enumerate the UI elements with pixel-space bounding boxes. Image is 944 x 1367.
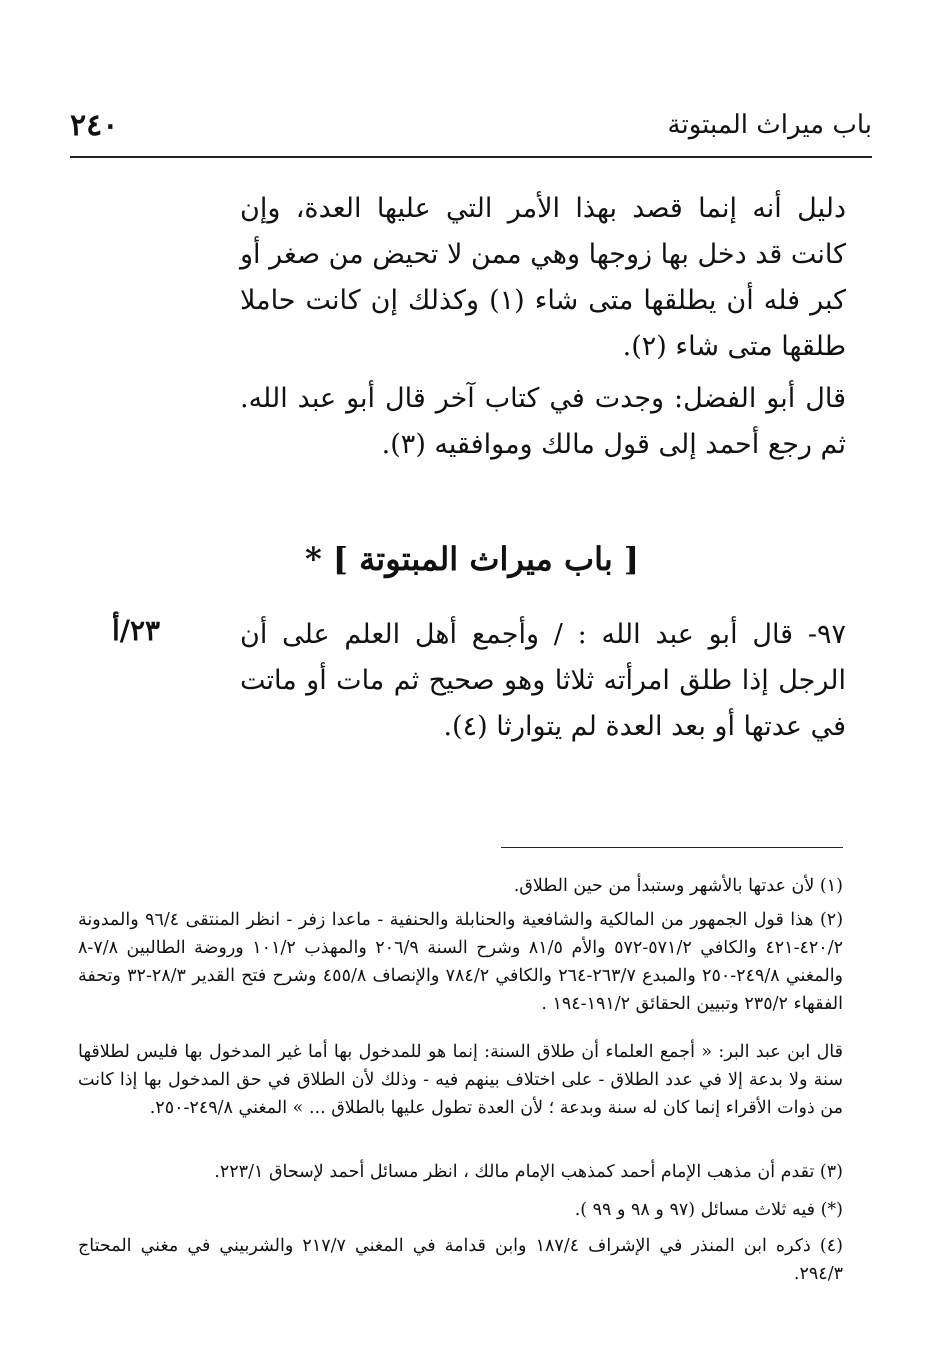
footnote-3: (٣) تقدم أن مذهب الإمام أحمد كمذهب الإمام مالك ، انظر مسائل أحمد لإسحاق ٢٢٣/١. [214,1162,843,1182]
folio-marker: ٢٣/أ [112,614,161,647]
footnote-star: (*) فيه ثلاث مسائل (٩٧ و ٩٨ و ٩٩ ). [574,1200,843,1220]
footnote-4: (٤) ذكره ابن المنذر في الإشراف ١٨٧/٤ وابن قدامة في المغني ٢١٧/٧ والشربيني في مغني المحتاج ٢٩٤/٣. [78,1236,843,1284]
header-divider [70,156,872,158]
body-paragraph-3: ٩٧- قال أبو عبد الله : / وأجمع أهل العلم على أن الرجل إذا طلق امرأته ثلاثا وهو صحيح ثم مات أو ماتت في عدتها أو بعد العدة لم يتوارثا (٤). [240,619,846,742]
body-paragraph-1: دليل أنه إنما قصد بهذا الأمر التي عليها العدة، وإن كانت قد دخل بها زوجها وهي ممن لا تحيض من صغر أو كبر فله أن يطلقها متى شاء (١) وكذلك إن كانت حاملا طلقها متى شاء (٢). [240,193,846,362]
footnote-2-continued: قال ابن عبد البر: « أجمع العلماء أن طلاق السنة: إنما هو للمدخول بها أما غير المدخول بها فليس لطلاقها سنة ولا بدعة إلا في عدد الطلاق - على اختلاف بينهم فيه - وذلك لأن الطلاق في حق المدخول بها إذا كانت من ذوات الأقراء إنما كان له سنة وبدعة ؛ لأن العدة تطول عليها بالطلاق ... » المغني ٢٤٩/٨-٢٥٠. [78,1042,843,1118]
footnote-2: (٢) هذا قول الجمهور من المالكية والشافعية والحنابلة والحنفية - ماعدا زفر - انظر المنتقى ٩٦/٤ والمدونة ٤٢٠/٢-٤٢١ والكافي ٥٧١/٢-٥٧٢ والأم ٨١/٥ وشرح السنة ٢٠٦/٩ والمهذب ١٠١/٢ وروضة الطالبين ٧/٨-٨ والمغني ٢٤٩/٨-٢٥٠ والمبدع ٢٦٣/٧-٢٦٤ والكافي ٧٨٤/٢ والإنصاف ٤٥٥/٨ وشرح فتح القدير ٢٨/٣-٣٢ وتحفة الفقهاء ٢٣٥/٢ وتبيين الحقائق ١٩١/٢-١٩٤ . [78,910,844,1014]
footnote-divider [501,847,843,848]
footnote-1: (١) لأن عدتها بالأشهر وستبدأ من حين الطلاق. [513,876,843,896]
page-header [70,108,872,148]
body-paragraph-2: قال أبو الفضل: وجدت في كتاب آخر قال أبو عبد الله. ثم رجع أحمد إلى قول مالك وموافقيه (٣). [240,383,846,460]
section-heading: [ باب ميراث المبتوتة ] * [304,540,639,578]
page-number: ٢٤٠ [70,108,119,143]
running-title: باب ميراث المبتوتة [667,110,872,140]
